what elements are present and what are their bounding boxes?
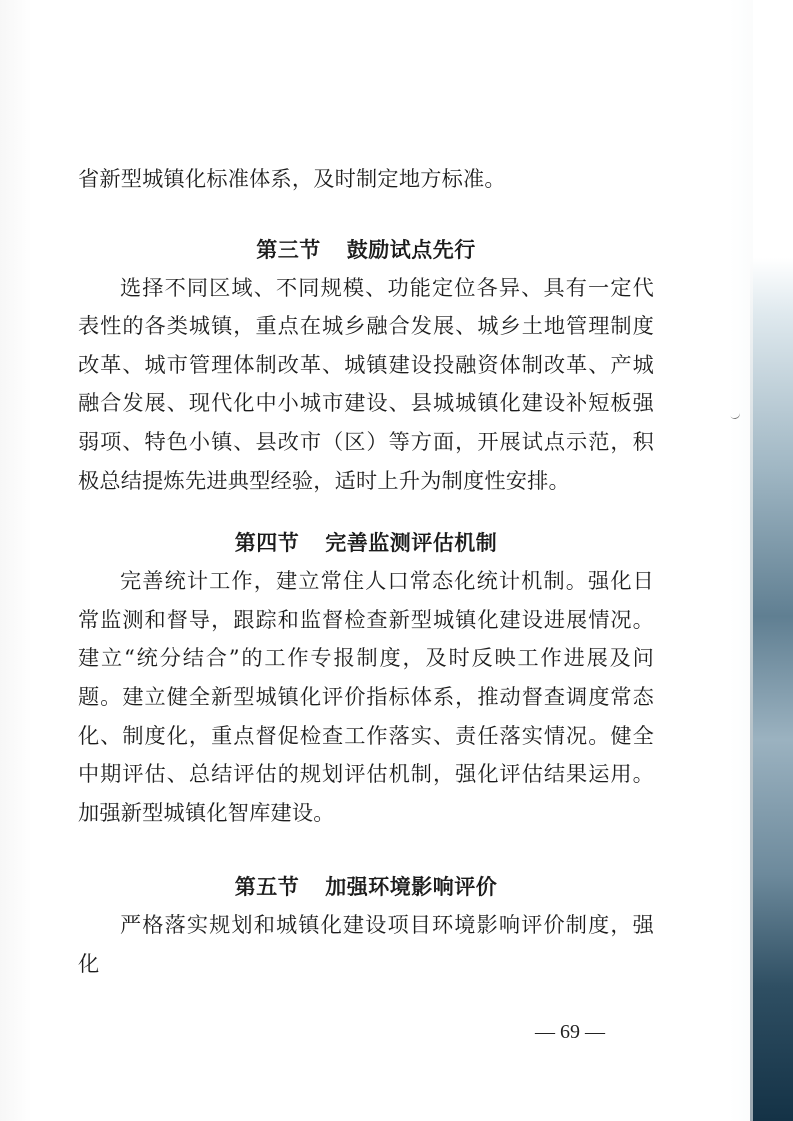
section-heading-3: [78, 231, 654, 269]
section-body-4: 完善统计工作，建立常住人口常态化统计机制。强化日常监测和督导，跟踪和监督检查新型城镇化建设进展情况。建立“统分结合”的工作专报制度，及时反映工作进展及问题。建立健全新型城镇化评价指标体系，推动督查调度常态化、制度化，重点督促检查工作落实、责任落实情况。健全中期评估、总结评估的规划评估机制，强化评估结果运用。加强新型城镇化智库建设。: [78, 568, 654, 825]
section-title: 鼓励试点先行: [346, 236, 476, 262]
section-body-5: 严格落实规划和城镇化建设项目环境影响评价制度，强化: [78, 912, 654, 976]
section-heading-5: [78, 868, 654, 906]
section-title: 加强环境影响评价: [325, 874, 498, 900]
section-number: 第五节: [234, 874, 300, 900]
scan-edge-line: [750, 260, 753, 1121]
section-title: 完善监测评估机制: [325, 530, 498, 556]
section-number: 第三节: [256, 236, 321, 262]
section-number: 第四节: [234, 530, 300, 556]
scan-edge-shadow: [753, 0, 793, 1121]
page-content: [78, 160, 654, 984]
section-heading-4: [78, 524, 654, 562]
page-number: — 69 —: [535, 1021, 605, 1043]
section-body-3: 选择不同区域、不同规模、功能定位各异、具有一定代表性的各类城镇，重点在城乡融合发展、城乡土地管理制度改革、城市管理体制改革、城镇建设投融资体制改革、产城融合发展、现代化中小城市建设、县城城镇化建设补短板强弱项、特色小镇、县改市（区）等方面，开展试点示范，积极总结提炼先进典型经验，适时上升为制度性安排。: [78, 274, 654, 493]
lead-paragraph: 省新型城镇化标准体系，及时制定地方标准。: [78, 166, 506, 191]
